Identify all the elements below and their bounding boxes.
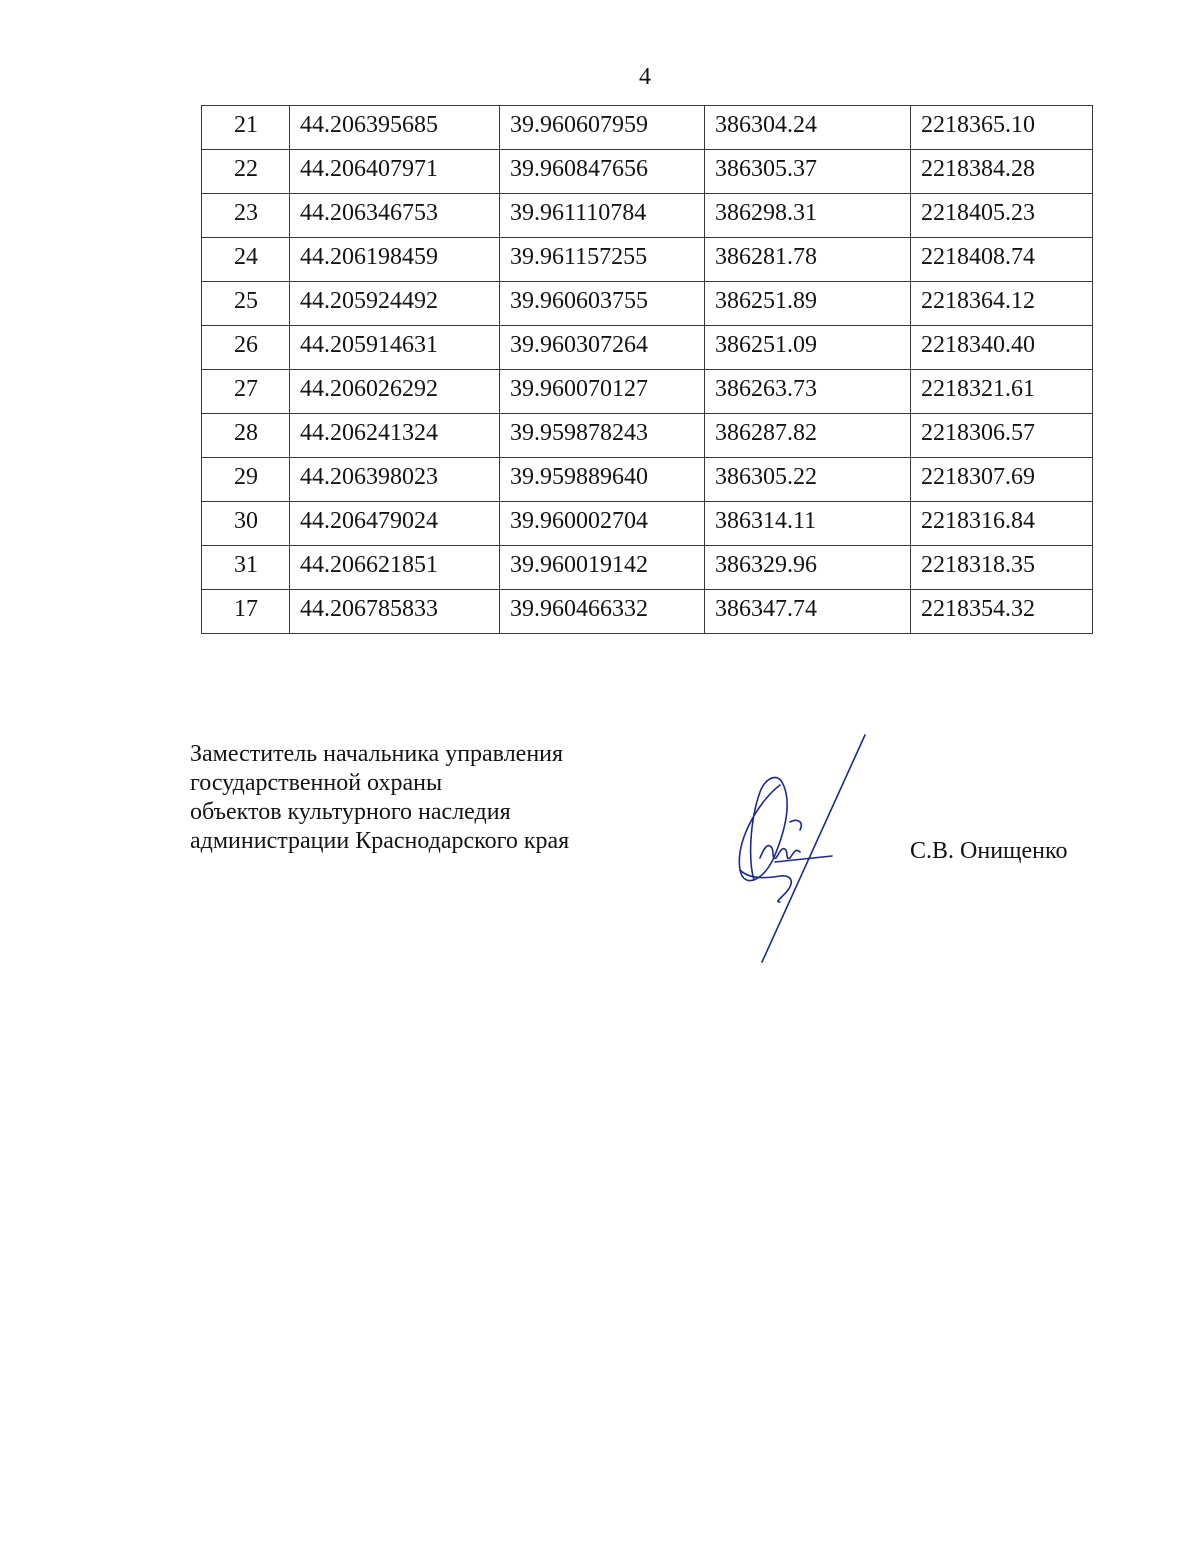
coordinates-table	[201, 105, 1093, 634]
table-row	[202, 106, 1093, 150]
coordinate-cell: 386251.09	[705, 326, 911, 370]
table-row	[202, 546, 1093, 590]
coordinate-cell: 39.960603755	[500, 282, 705, 326]
point-number-cell: 23	[202, 194, 290, 238]
coordinate-cell: 2218365.10	[911, 106, 1093, 150]
point-number-cell: 24	[202, 238, 290, 282]
page-number: 4	[639, 64, 651, 90]
point-number-cell: 28	[202, 414, 290, 458]
signatory-position-line: государственной охраны	[190, 770, 443, 796]
coordinate-cell: 44.206346753	[290, 194, 500, 238]
signatory-position-line: администрации Краснодарского края	[190, 828, 570, 854]
coordinate-cell: 39.959889640	[500, 458, 705, 502]
coordinate-cell: 44.206621851	[290, 546, 500, 590]
coordinate-cell: 386304.24	[705, 106, 911, 150]
coordinate-cell: 39.960019142	[500, 546, 705, 590]
coordinate-cell: 2218321.61	[911, 370, 1093, 414]
table-row	[202, 502, 1093, 546]
coordinate-cell: 2218307.69	[911, 458, 1093, 502]
point-number-cell: 17	[202, 590, 290, 634]
coordinate-cell: 44.206395685	[290, 106, 500, 150]
table-row	[202, 326, 1093, 370]
coordinates-table-body	[202, 106, 1093, 634]
point-number-cell: 26	[202, 326, 290, 370]
coordinate-cell: 386329.96	[705, 546, 911, 590]
point-number-cell: 30	[202, 502, 290, 546]
coordinate-cell: 2218354.32	[911, 590, 1093, 634]
coordinate-cell: 386287.82	[705, 414, 911, 458]
coordinate-cell: 44.206241324	[290, 414, 500, 458]
coordinate-cell: 386281.78	[705, 238, 911, 282]
point-number-cell: 27	[202, 370, 290, 414]
coordinate-cell: 44.206407971	[290, 150, 500, 194]
table-row	[202, 150, 1093, 194]
coordinate-cell: 39.961110784	[500, 194, 705, 238]
point-number-cell: 21	[202, 106, 290, 150]
coordinate-cell: 39.960070127	[500, 370, 705, 414]
signatory-position-line: Заместитель начальника управления	[190, 741, 564, 767]
coordinate-cell: 386263.73	[705, 370, 911, 414]
coordinate-cell: 39.961157255	[500, 238, 705, 282]
coordinate-cell: 39.960847656	[500, 150, 705, 194]
coordinate-cell: 44.206479024	[290, 502, 500, 546]
coordinate-cell: 44.205924492	[290, 282, 500, 326]
coordinate-cell: 386251.89	[705, 282, 911, 326]
coordinate-cell: 39.960002704	[500, 502, 705, 546]
coordinate-cell: 44.206785833	[290, 590, 500, 634]
table-row	[202, 590, 1093, 634]
signatory-position	[190, 740, 569, 856]
coordinate-cell: 39.960307264	[500, 326, 705, 370]
point-number-cell: 22	[202, 150, 290, 194]
signer-name: С.В. Онищенко	[910, 838, 1068, 864]
coordinate-cell: 386305.22	[705, 458, 911, 502]
coordinate-cell: 44.206026292	[290, 370, 500, 414]
coordinate-cell: 2218318.35	[911, 546, 1093, 590]
handwritten-signature	[720, 730, 880, 970]
coordinate-cell: 386298.31	[705, 194, 911, 238]
coordinate-cell: 39.960466332	[500, 590, 705, 634]
signatory-position-line: объектов культурного наследия	[190, 799, 511, 825]
coordinate-cell: 386305.37	[705, 150, 911, 194]
coordinate-cell: 2218316.84	[911, 502, 1093, 546]
table-row	[202, 458, 1093, 502]
point-number-cell: 31	[202, 546, 290, 590]
table-row	[202, 238, 1093, 282]
coordinate-cell: 44.206198459	[290, 238, 500, 282]
table-row	[202, 194, 1093, 238]
coordinate-cell: 39.960607959	[500, 106, 705, 150]
table-row	[202, 414, 1093, 458]
table-row	[202, 282, 1093, 326]
coordinate-cell: 2218340.40	[911, 326, 1093, 370]
coordinate-cell: 44.206398023	[290, 458, 500, 502]
coordinate-cell: 2218384.28	[911, 150, 1093, 194]
coordinate-cell: 2218405.23	[911, 194, 1093, 238]
coordinate-cell: 2218364.12	[911, 282, 1093, 326]
coordinate-cell: 2218408.74	[911, 238, 1093, 282]
table-row	[202, 370, 1093, 414]
coordinate-cell: 44.205914631	[290, 326, 500, 370]
point-number-cell: 29	[202, 458, 290, 502]
point-number-cell: 25	[202, 282, 290, 326]
coordinate-cell: 386314.11	[705, 502, 911, 546]
coordinate-cell: 386347.74	[705, 590, 911, 634]
coordinate-cell: 39.959878243	[500, 414, 705, 458]
coordinate-cell: 2218306.57	[911, 414, 1093, 458]
